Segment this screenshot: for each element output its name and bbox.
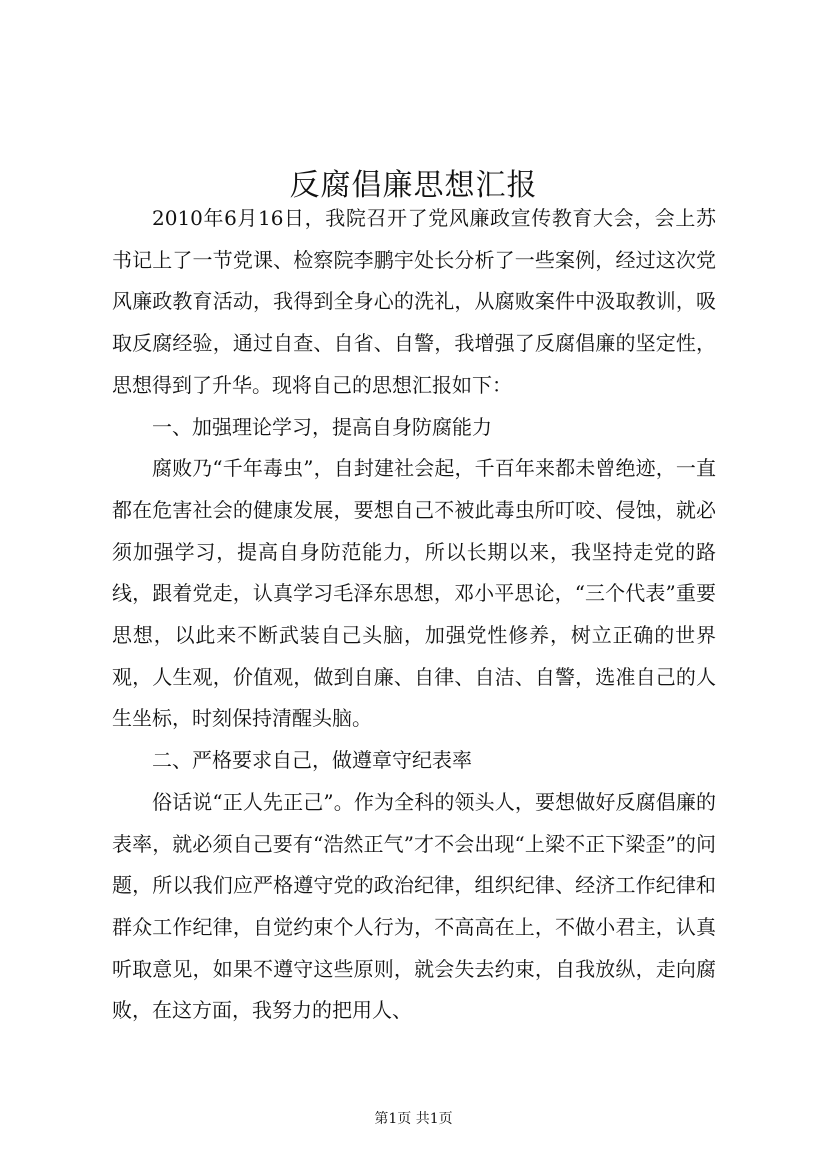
page-footer: 第1页 共1页 — [374, 1111, 453, 1127]
section-heading-2: 二、严格要求自己，做遵章守纪表率 — [152, 748, 472, 773]
paragraph-intro: 2010年6月16日，我院召开了党风廉政宣传教育大会，会上苏书记上了一节党课、检察院李鹏宇处长分析了一些案例，经过这次党风廉政教育活动，我得到全身心的洗礼，从腐败案件中汲取教训，吸取反腐经验，通过自查、自省、自警，我增强了反腐倡廉的坚定性，思想得到了升华。现将自己的思想汇报如下： — [112, 206, 716, 397]
section-heading-1: 一、加强理论学习，提高自身防腐能力 — [152, 414, 492, 439]
document-body — [112, 198, 716, 1032]
document-title: 反腐倡廉思想汇报 — [289, 168, 538, 204]
paragraph-section-2: 俗话说“正人先正己”。作为全科的领头人，要想做好反腐倡廉的表率，就必须自己要有“浩然正气”才不会出现“上梁不正下梁歪”的问题，所以我们应严格遵守党的政治纪律，组织纪律、经济工作纪律和群众工作纪律，自觉约束个人行为，不高高在上，不做小君主，认真听取意见，如果不遵守这些原则，就会失去约束，自我放纵，走向腐败，在这方面，我努力的把用人、 — [112, 789, 716, 1023]
paragraph-section-1: 腐败乃“千年毒虫”，自封建社会起，千百年来都未曾绝迹，一直都在危害社会的健康发展，要想自己不被此毒虫所叮咬、侵蚀，就必须加强学习，提高自身防范能力，所以长期以来，我坚持走党的路线，跟着党走，认真学习毛泽东思想，邓小平思论，“三个代表”重要思想，以此来不断武装自己头脑，加强党性修养，树立正确的世界观，人生观，价值观，做到自廉、自律、自洁、自警，选准自己的人生坐标，时刻保持清醒头脑。 — [112, 456, 716, 731]
